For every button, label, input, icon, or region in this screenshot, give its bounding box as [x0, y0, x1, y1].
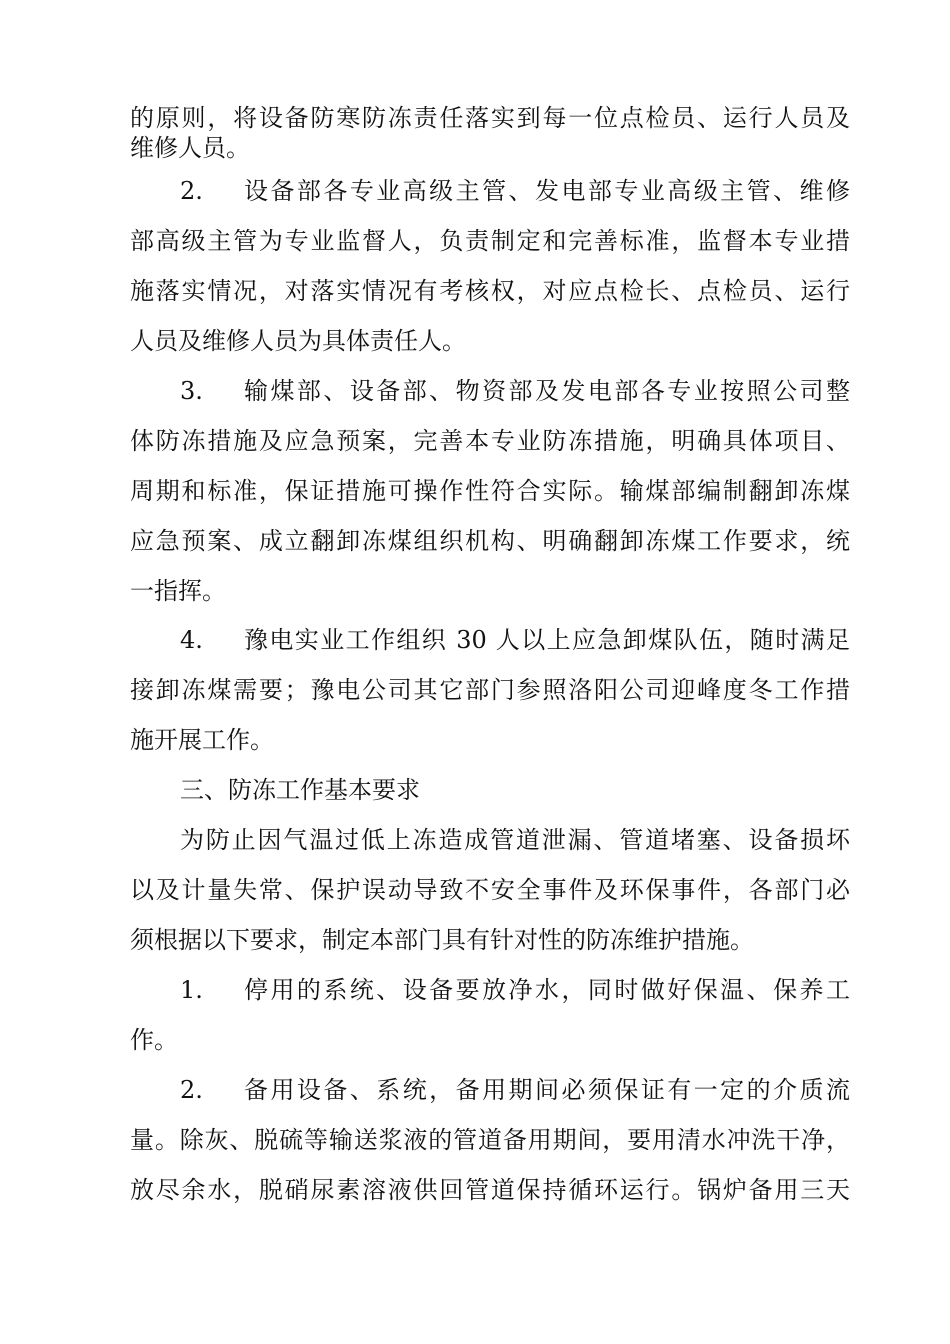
paragraph-line: 输煤部、设备部、物资部及发电部各专业按照公司整 [244, 377, 850, 405]
paragraph-line: 备用设备、系统，备用期间必须保证有一定的介质流 [244, 1076, 850, 1104]
paragraph-line: 施开展工作。 [130, 726, 274, 754]
paragraph-line: 体防冻措施及应急预案，完善本专业防冻措施，明确具体项目、 [130, 427, 850, 455]
list-item-number: 3. [180, 377, 203, 405]
paragraph-line: 停用的系统、设备要放净水，同时做好保温、保养工 [244, 976, 850, 1004]
paragraph-line: 以及计量失常、保护误动导致不安全事件及环保事件，各部门必 [130, 876, 850, 904]
section-heading: 三、防冻工作基本要求 [180, 776, 420, 804]
paragraph-line: 应急预案、成立翻卸冻煤组织机构、明确翻卸冻煤工作要求，统 [130, 527, 850, 555]
list-item-number: 4. [180, 626, 203, 654]
paragraph-line: 放尽余水，脱硝尿素溶液供回管道保持循环运行。锅炉备用三天 [130, 1176, 850, 1204]
paragraph-line: 部高级主管为专业监督人，负责制定和完善标准，监督本专业措 [130, 227, 850, 255]
paragraph-line: 维修人员。 [130, 134, 250, 162]
paragraph-line: 接卸冻煤需要；豫电公司其它部门参照洛阳公司迎峰度冬工作措 [130, 676, 850, 704]
list-item-number: 2. [180, 177, 203, 205]
paragraph-line: 的原则，将设备防寒防冻责任落实到每一位点检员、运行人员及 [130, 104, 850, 132]
list-item-number: 2. [180, 1076, 203, 1104]
paragraph-line: 设备部各专业高级主管、发电部专业高级主管、维修 [244, 177, 850, 205]
paragraph-line: 一指挥。 [130, 577, 226, 605]
paragraph-line: 量。除灰、脱硫等输送浆液的管道备用期间，要用清水冲洗干净， [130, 1126, 850, 1154]
paragraph-line: 人员及维修人员为具体责任人。 [130, 327, 466, 355]
paragraph-line: 须根据以下要求，制定本部门具有针对性的防冻维护措施。 [130, 926, 754, 954]
paragraph-line: 周期和标准，保证措施可操作性符合实际。输煤部编制翻卸冻煤 [130, 477, 850, 505]
paragraph-line: 为防止因气温过低上冻造成管道泄漏、管道堵塞、设备损坏 [180, 826, 850, 854]
paragraph-line: 豫电实业工作组织 30 人以上应急卸煤队伍，随时满足 [244, 626, 850, 654]
paragraph-line: 施落实情况，对落实情况有考核权，对应点检长、点检员、运行 [130, 277, 850, 305]
paragraph-line: 作。 [130, 1026, 178, 1054]
list-item-number: 1. [180, 976, 203, 1004]
